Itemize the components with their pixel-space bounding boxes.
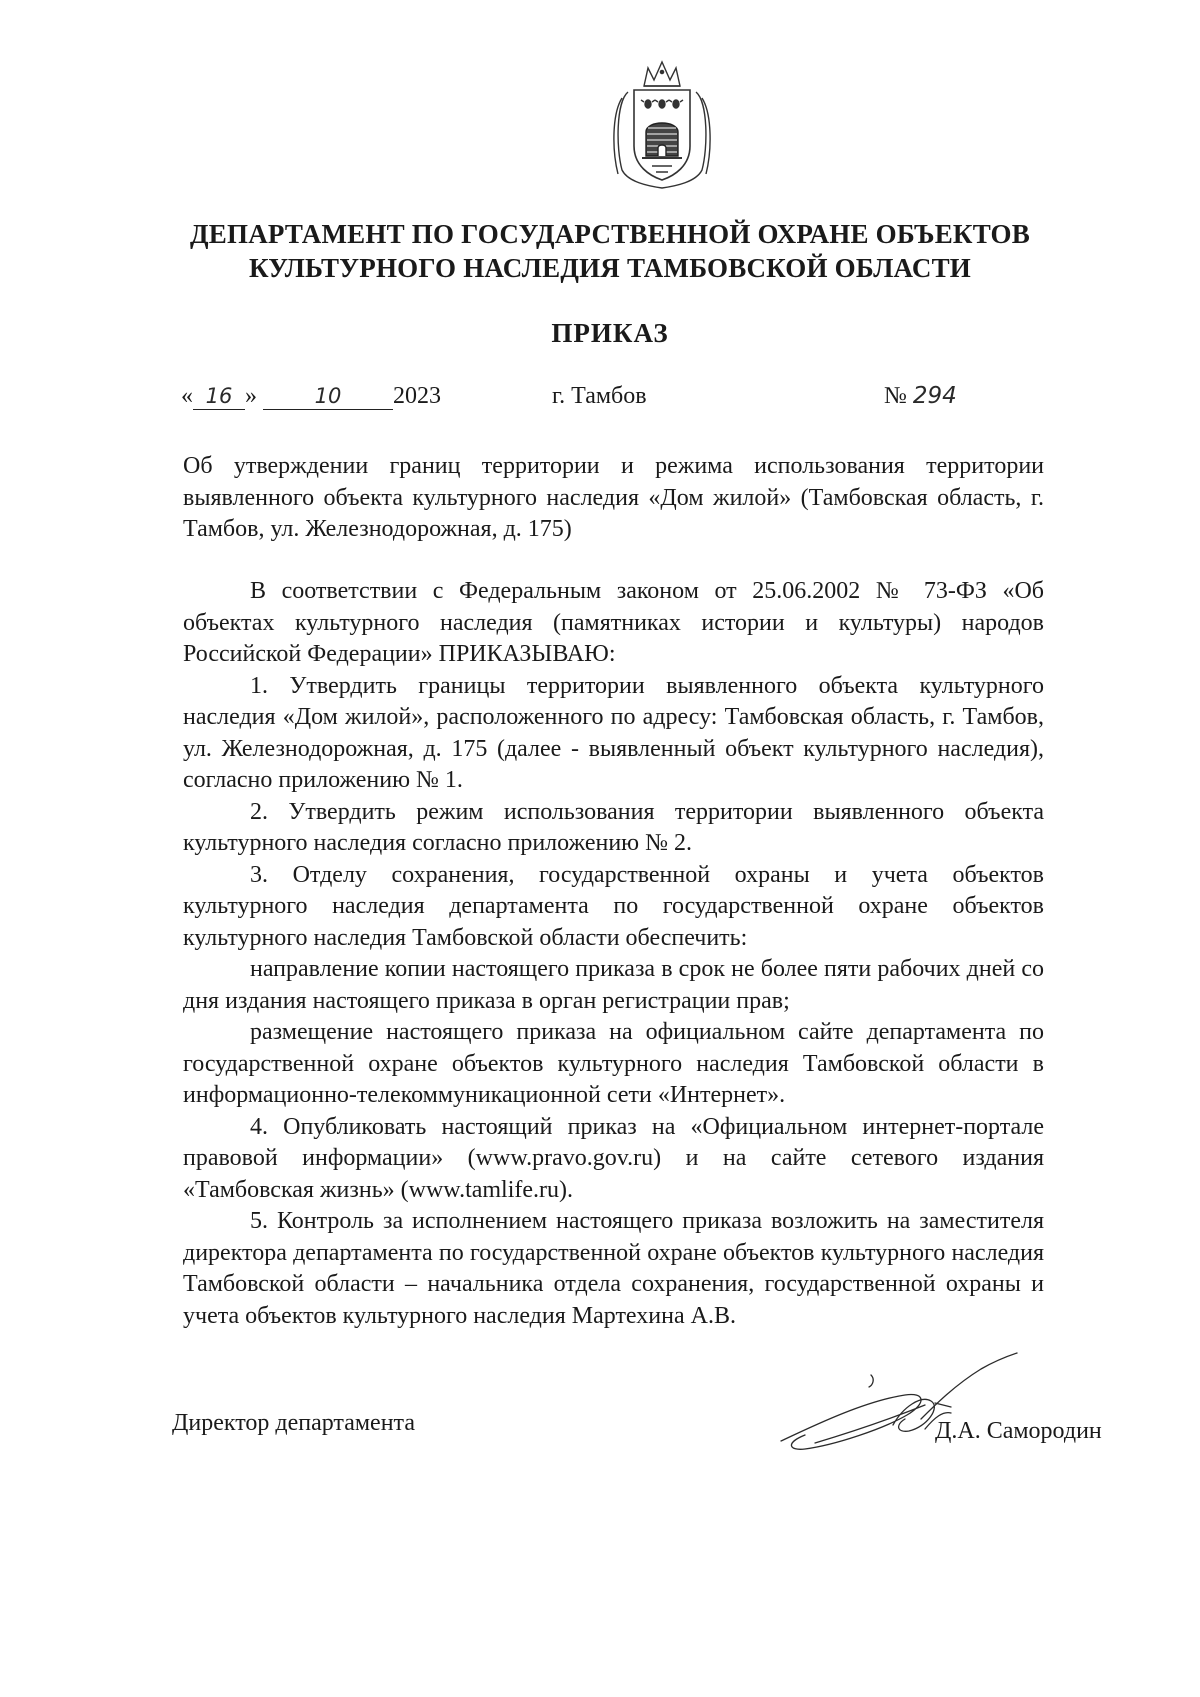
date-day: 16: [205, 384, 233, 408]
date-year: 2023: [393, 383, 441, 409]
order-number: 294: [912, 383, 957, 409]
order-subject-text: Об утверждении границ территории и режима использования территории выявленного объекта культурного наследия «Дом жилой» (Тамбовская область, г. Тамбов, ул. Железнодорожная, д. 175): [183, 453, 1044, 542]
city: г. Тамбов: [552, 383, 647, 409]
order-subject: [183, 451, 1044, 546]
document-type-title: ПРИКАЗ: [551, 318, 669, 348]
order-item: 1. Утвердить границы территории выявленного объекта культурного наследия «Дом жилой», расположенного по адресу: Тамбовская область, г. Тамбов, ул. Железнодорожная, д. 175 (далее - выявленный объект культурного наследия), согласно приложению № 1.: [183, 672, 1044, 793]
date-month: 10: [314, 384, 342, 408]
order-item: 3. Отделу сохранения, государственной охраны и учета объектов культурного наследия департамента по государственной охране объектов культурного наследия Тамбовской области обеспечить:: [183, 861, 1044, 951]
coat-of-arms-icon: [608, 58, 716, 190]
department-name-line1: ДЕПАРТАМЕНТ ПО ГОСУДАРСТВЕННОЙ ОХРАНЕ ОБЪЕКТОВ: [190, 219, 1030, 249]
order-number-field: [884, 381, 957, 411]
date-close-quote: »: [245, 383, 257, 409]
date-day-blank: [193, 383, 245, 410]
order-subitem: направление копии настоящего приказа в срок не более пяти рабочих дней со дня издания настоящего приказа в орган регистрации прав;: [183, 956, 1044, 1014]
signatory-position: Директор департамента: [172, 1410, 415, 1436]
order-number-label: №: [884, 383, 907, 409]
order-body: [183, 576, 1044, 1332]
order-item: 5. Контроль за исполнением настоящего приказа возложить на заместителя директора департамента по государственной охране объектов культурного наследия Тамбовской области – начальника отдела сохранения, государственной охраны и учета объектов культурного наследия Мартехина А.В.: [183, 1208, 1044, 1329]
date-field: [181, 381, 441, 411]
order-subitem: размещение настоящего приказа на официальном сайте департамента по государственной охране объектов культурного наследия Тамбовской области в информационно-телекоммуникационной сети «Интернет».: [183, 1019, 1044, 1108]
date-open-quote: «: [181, 383, 193, 409]
order-item: 4. Опубликовать настоящий приказ на «Официальном интернет-портале правовой информации» (www.pravo.gov.ru) и на сайте сетевого издания «Тамбовская жизнь» (www.tamlife.ru).: [183, 1113, 1044, 1203]
signatory-name: Д.А. Самородин: [935, 1418, 1102, 1444]
date-month-blank: [263, 383, 393, 410]
department-name-line2: КУЛЬТУРНОГО НАСЛЕДИЯ ТАМБОВСКОЙ ОБЛАСТИ: [249, 253, 971, 283]
order-item: 2. Утвердить режим использования территории выявленного объекта культурного наследия согласно приложению № 2.: [183, 798, 1044, 856]
handwritten-signature-icon: [775, 1345, 1020, 1463]
order-preamble: В соответствии с Федеральным законом от 25.06.2002 № 73-ФЗ «Об объектах культурного наследия (памятниках истории и культуры) народов Российской Федерации» ПРИКАЗЫВАЮ:: [183, 578, 1044, 667]
